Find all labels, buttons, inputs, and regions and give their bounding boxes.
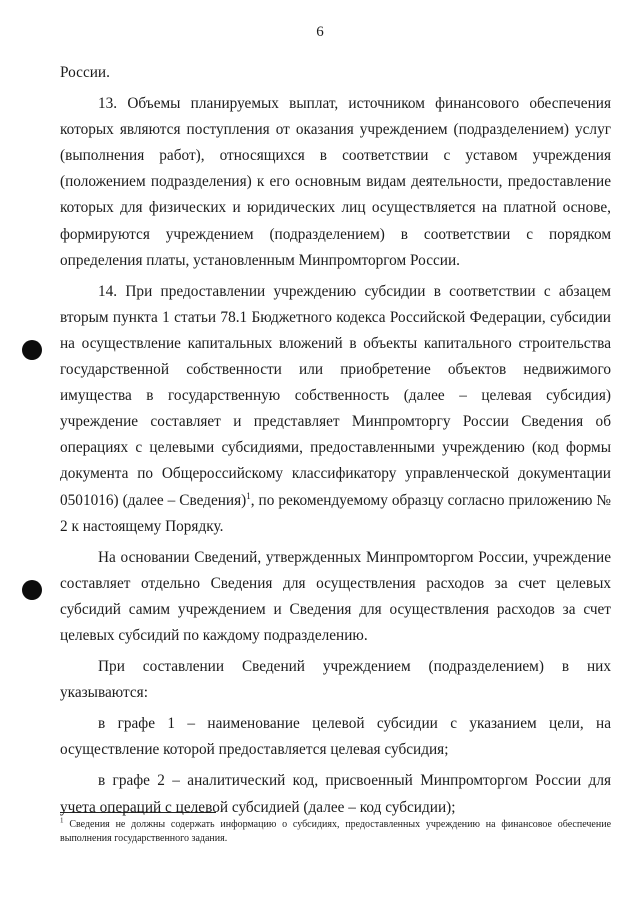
paragraph-svedeniya-contents: При составлении Сведений учреждением (подразделением) в них указываются:	[60, 658, 611, 702]
footnote-divider	[60, 812, 216, 813]
footnote-reference: 1	[246, 490, 251, 501]
paragraph-14	[60, 279, 611, 540]
paragraph-column-1: в графе 1 – наименование целевой субсидии с указанием цели, на осуществление которой предоставляется целевая субсидия;	[60, 715, 611, 759]
punch-hole	[22, 340, 42, 360]
footnote-marker: 1	[60, 816, 64, 825]
paragraph-column-2: в графе 2 – аналитический код, присвоенный Минпромторгом России для учета операций с целевой субсидией (далее – код субсидии);	[60, 772, 611, 816]
footnote	[60, 818, 611, 846]
paragraph-13: 13. Объемы планируемых выплат, источником финансового обеспечения которых являются поступления от оказания учреждением (подразделением) услуг (выполнения работ), относящихся в соответствии с уставом учреждения (положением подразделения) к его основным видам деятельности, предоставление которых для физических и юридических лиц осуществляется на платной основе, формируются учреждением (подразделением) в соответствии с порядком определения платы, установленным Минпромторгом России.	[60, 95, 611, 269]
punch-hole	[22, 580, 42, 600]
document-body	[60, 60, 611, 821]
footnote-text: Сведения не должны содержать информацию о субсидиях, предоставленных учреждению на финансовое обеспечение выполнения государственного задания.	[60, 819, 612, 844]
page-number: 6	[316, 24, 324, 40]
paragraph-14-tail: , по рекомендуемому образцу согласно приложению № 2 к настоящему Порядку.	[60, 491, 611, 535]
paragraph-14-text: 14. При предоставлении учреждению субсидии в соответствии с абзацем вторым пункта 1 статьи 78.1 Бюджетного кодекса Российской Федерации, субсидии на осуществление капитальных вложений в объекты капитального строительства государственной собственности или приобретение объектов недвижимого имущества в государственную собственность (далее – целевая субсидия) учреждение составляет и представляет Минпромторгу России Сведения об операциях с целевыми субсидиями, предоставленными учреждению (код формы документа по Общероссийскому классификатору управленческой документации 0501016) (далее – Сведения)	[60, 282, 611, 509]
paragraph-svedeniya-basis: На основании Сведений, утвержденных Минпромторгом России, учреждение составляет отдельно Сведения для осуществления расходов за счет целевых субсидий самим учреждением и Сведения для осуществления расходов за счет целевых субсидий по каждому подразделению.	[60, 548, 611, 644]
paragraph-continuation: России.	[60, 64, 110, 81]
